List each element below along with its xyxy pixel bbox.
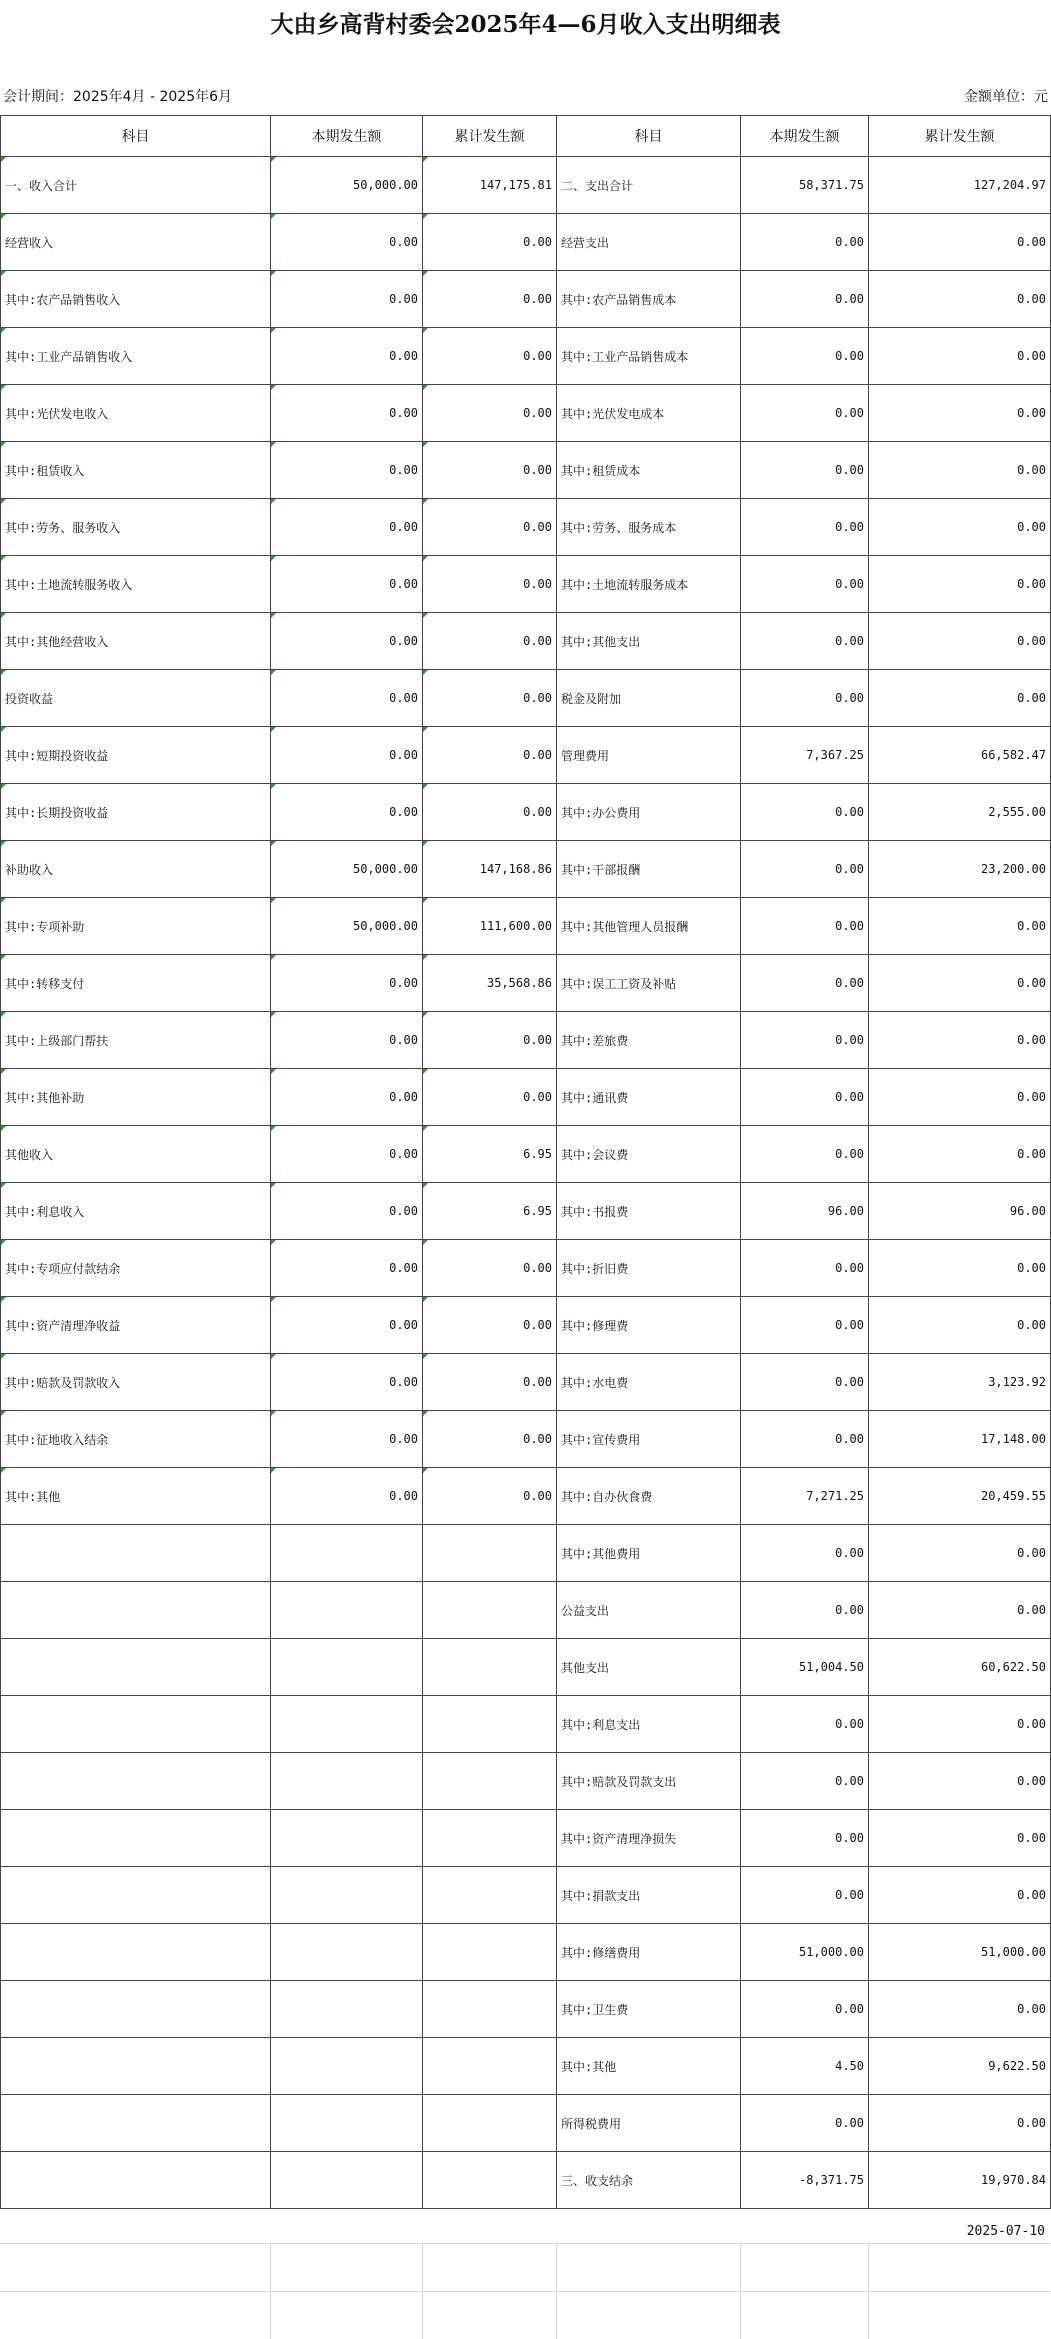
right-subject-cell: 其中:差旅费 [557, 1012, 741, 1069]
right-current-amount: 0.00 [741, 1525, 869, 1582]
left-subject-cell: 其中:其他补助 [1, 1069, 271, 1126]
table-row [1, 1126, 1051, 1183]
right-current-amount: 0.00 [741, 2095, 869, 2152]
right-cumulative-amount: 3,123.92 [869, 1354, 1051, 1411]
right-current-amount: 0.00 [741, 1696, 869, 1753]
left-current-amount: 0.00 [271, 1069, 423, 1126]
left-subject-cell: 其中:劳务、服务收入 [1, 499, 271, 556]
right-current-amount: -8,371.75 [741, 2152, 869, 2209]
right-cumulative-amount: 0.00 [869, 1753, 1051, 1810]
right-subject-cell: 所得税费用 [557, 2095, 741, 2152]
right-cumulative-amount: 0.00 [869, 613, 1051, 670]
left-current-amount: 0.00 [271, 1183, 423, 1240]
right-cumulative-amount: 0.00 [869, 1981, 1051, 2038]
left-subject-cell: 其中:其他 [1, 1468, 271, 1525]
right-subject-cell: 其中:干部报酬 [557, 841, 741, 898]
table-row [1, 1753, 1051, 1810]
left-cumulative-amount: 0.00 [423, 1012, 557, 1069]
header-current-left: 本期发生额 [271, 116, 423, 157]
right-cumulative-amount: 0.00 [869, 1582, 1051, 1639]
left-current-amount: 0.00 [271, 1126, 423, 1183]
right-current-amount: 0.00 [741, 1126, 869, 1183]
right-cumulative-amount: 0.00 [869, 328, 1051, 385]
left-subject-cell: 经营收入 [1, 214, 271, 271]
right-current-amount: 0.00 [741, 271, 869, 328]
left-cumulative-amount: 0.00 [423, 670, 557, 727]
left-current-amount: 0.00 [271, 499, 423, 556]
header-cumulative-left: 累计发生额 [423, 116, 557, 157]
left-subject-cell [1, 1639, 271, 1696]
right-current-amount: 0.00 [741, 214, 869, 271]
right-cumulative-amount: 0.00 [869, 385, 1051, 442]
right-current-amount: 0.00 [741, 1354, 869, 1411]
left-subject-cell [1, 1867, 271, 1924]
left-subject-cell: 其中:土地流转服务收入 [1, 556, 271, 613]
right-subject-cell: 其中:资产清理净损失 [557, 1810, 741, 1867]
right-current-amount: 0.00 [741, 1012, 869, 1069]
right-subject-cell: 其中:书报费 [557, 1183, 741, 1240]
left-current-amount: 0.00 [271, 385, 423, 442]
right-current-amount: 0.00 [741, 1297, 869, 1354]
right-current-amount: 58,371.75 [741, 157, 869, 214]
left-cumulative-amount: 111,600.00 [423, 898, 557, 955]
left-cumulative-amount: 0.00 [423, 442, 557, 499]
left-subject-cell [1, 1696, 271, 1753]
left-subject-cell: 其中:农产品销售收入 [1, 271, 271, 328]
right-subject-cell: 其中:其他管理人员报酬 [557, 898, 741, 955]
right-subject-cell: 其中:土地流转服务成本 [557, 556, 741, 613]
right-cumulative-amount: 0.00 [869, 1240, 1051, 1297]
table-row [1, 1354, 1051, 1411]
left-cumulative-amount [423, 1867, 557, 1924]
table-row [1, 2152, 1051, 2209]
right-current-amount: 0.00 [741, 841, 869, 898]
right-subject-cell: 其中:租赁成本 [557, 442, 741, 499]
right-cumulative-amount: 17,148.00 [869, 1411, 1051, 1468]
accounting-period: 会计期间：2025年4月 - 2025年6月 [3, 89, 233, 105]
right-subject-cell: 其中:通讯费 [557, 1069, 741, 1126]
left-subject-cell [1, 2038, 271, 2095]
left-subject-cell [1, 1753, 271, 1810]
right-subject-cell: 其中:其他费用 [557, 1525, 741, 1582]
right-subject-cell: 其中:自办伙食费 [557, 1468, 741, 1525]
left-current-amount [271, 1696, 423, 1753]
right-subject-cell: 其中:宣传费用 [557, 1411, 741, 1468]
left-current-amount: 0.00 [271, 1354, 423, 1411]
table-row [1, 271, 1051, 328]
left-subject-cell [1, 1582, 271, 1639]
left-subject-cell: 补助收入 [1, 841, 271, 898]
right-current-amount: 0.00 [741, 898, 869, 955]
right-cumulative-amount: 0.00 [869, 955, 1051, 1012]
page-title: 大由乡高背村委会2025年4—6月收入支出明细表 [270, 11, 781, 38]
left-cumulative-amount [423, 1981, 557, 2038]
header-subject-right: 科目 [557, 116, 741, 157]
left-subject-cell [1, 1981, 271, 2038]
left-cumulative-amount: 6.95 [423, 1183, 557, 1240]
left-current-amount: 0.00 [271, 214, 423, 271]
left-current-amount [271, 2038, 423, 2095]
table-body [1, 157, 1051, 2209]
right-current-amount: 0.00 [741, 328, 869, 385]
left-subject-cell: 其中:资产清理净收益 [1, 1297, 271, 1354]
right-subject-cell: 税金及附加 [557, 670, 741, 727]
table-row [1, 328, 1051, 385]
right-cumulative-amount: 0.00 [869, 556, 1051, 613]
right-cumulative-amount: 0.00 [869, 1012, 1051, 1069]
right-current-amount: 0.00 [741, 1069, 869, 1126]
left-current-amount: 0.00 [271, 784, 423, 841]
table-row [1, 727, 1051, 784]
table-row [1, 1069, 1051, 1126]
right-subject-cell: 其中:其他支出 [557, 613, 741, 670]
left-cumulative-amount [423, 1525, 557, 1582]
left-subject-cell: 其中:赔款及罚款收入 [1, 1354, 271, 1411]
right-cumulative-amount: 60,622.50 [869, 1639, 1051, 1696]
left-current-amount: 50,000.00 [271, 898, 423, 955]
left-subject-cell: 投资收益 [1, 670, 271, 727]
table-row [1, 442, 1051, 499]
left-cumulative-amount: 35,568.86 [423, 955, 557, 1012]
left-current-amount [271, 2152, 423, 2209]
left-cumulative-amount: 0.00 [423, 613, 557, 670]
right-current-amount: 0.00 [741, 1810, 869, 1867]
left-cumulative-amount [423, 2038, 557, 2095]
left-cumulative-amount: 0.00 [423, 1354, 557, 1411]
income-expense-table [0, 115, 1051, 2209]
right-cumulative-amount: 51,000.00 [869, 1924, 1051, 1981]
right-current-amount: 0.00 [741, 1240, 869, 1297]
left-subject-cell: 其中:光伏发电收入 [1, 385, 271, 442]
right-subject-cell: 其中:捐款支出 [557, 1867, 741, 1924]
right-subject-cell: 其中:修理费 [557, 1297, 741, 1354]
right-subject-cell: 其中:光伏发电成本 [557, 385, 741, 442]
left-current-amount: 0.00 [271, 1012, 423, 1069]
left-cumulative-amount: 6.95 [423, 1126, 557, 1183]
right-cumulative-amount: 0.00 [869, 442, 1051, 499]
right-subject-cell: 其中:折旧费 [557, 1240, 741, 1297]
left-cumulative-amount: 0.00 [423, 1411, 557, 1468]
table-row [1, 499, 1051, 556]
left-cumulative-amount: 0.00 [423, 328, 557, 385]
left-subject-cell: 其中:上级部门帮扶 [1, 1012, 271, 1069]
left-current-amount: 0.00 [271, 955, 423, 1012]
right-subject-cell: 其中:办公费用 [557, 784, 741, 841]
table-row [1, 556, 1051, 613]
right-subject-cell: 公益支出 [557, 1582, 741, 1639]
right-cumulative-amount: 0.00 [869, 898, 1051, 955]
table-row [1, 1867, 1051, 1924]
right-cumulative-amount: 23,200.00 [869, 841, 1051, 898]
right-cumulative-amount: 0.00 [869, 1297, 1051, 1354]
right-cumulative-amount: 0.00 [869, 499, 1051, 556]
right-current-amount: 4.50 [741, 2038, 869, 2095]
right-subject-cell: 其中:会议费 [557, 1126, 741, 1183]
table-row [1, 2095, 1051, 2152]
right-subject-cell: 其中:劳务、服务成本 [557, 499, 741, 556]
right-subject-cell: 二、支出合计 [557, 157, 741, 214]
left-subject-cell [1, 2152, 271, 2209]
left-current-amount: 0.00 [271, 442, 423, 499]
left-current-amount: 0.00 [271, 1411, 423, 1468]
right-subject-cell: 三、收支结余 [557, 2152, 741, 2209]
left-current-amount [271, 1867, 423, 1924]
left-subject-cell: 其中:其他经营收入 [1, 613, 271, 670]
left-subject-cell: 其中:专项应付款结余 [1, 1240, 271, 1297]
right-current-amount: 0.00 [741, 442, 869, 499]
right-cumulative-amount: 0.00 [869, 214, 1051, 271]
right-cumulative-amount: 20,459.55 [869, 1468, 1051, 1525]
right-current-amount: 0.00 [741, 613, 869, 670]
right-cumulative-amount: 0.00 [869, 1525, 1051, 1582]
left-cumulative-amount: 0.00 [423, 784, 557, 841]
right-subject-cell: 其中:农产品销售成本 [557, 271, 741, 328]
right-current-amount: 0.00 [741, 955, 869, 1012]
right-subject-cell: 其中:利息支出 [557, 1696, 741, 1753]
right-current-amount: 0.00 [741, 784, 869, 841]
left-current-amount [271, 1582, 423, 1639]
left-cumulative-amount: 0.00 [423, 385, 557, 442]
left-current-amount [271, 1981, 423, 2038]
table-row [1, 1468, 1051, 1525]
left-subject-cell: 其中:转移支付 [1, 955, 271, 1012]
right-cumulative-amount: 9,622.50 [869, 2038, 1051, 2095]
left-cumulative-amount [423, 1582, 557, 1639]
left-subject-cell [1, 1810, 271, 1867]
right-cumulative-amount: 0.00 [869, 1126, 1051, 1183]
table-row [1, 841, 1051, 898]
left-cumulative-amount: 147,168.86 [423, 841, 557, 898]
left-subject-cell: 一、收入合计 [1, 157, 271, 214]
right-current-amount: 0.00 [741, 1411, 869, 1468]
left-cumulative-amount: 0.00 [423, 556, 557, 613]
left-current-amount: 0.00 [271, 1297, 423, 1354]
left-current-amount: 0.00 [271, 271, 423, 328]
right-current-amount: 51,000.00 [741, 1924, 869, 1981]
right-cumulative-amount: 0.00 [869, 1696, 1051, 1753]
table-row [1, 784, 1051, 841]
left-current-amount: 0.00 [271, 670, 423, 727]
table-row [1, 613, 1051, 670]
left-cumulative-amount [423, 1753, 557, 1810]
left-current-amount: 50,000.00 [271, 157, 423, 214]
left-current-amount: 0.00 [271, 613, 423, 670]
right-cumulative-amount: 19,970.84 [869, 2152, 1051, 2209]
right-subject-cell: 其中:卫生费 [557, 1981, 741, 2038]
left-subject-cell: 其中:长期投资收益 [1, 784, 271, 841]
right-current-amount: 0.00 [741, 1582, 869, 1639]
left-cumulative-amount [423, 1924, 557, 1981]
left-current-amount: 0.00 [271, 1240, 423, 1297]
right-subject-cell: 其中:修缮费用 [557, 1924, 741, 1981]
table-row [1, 2038, 1051, 2095]
right-cumulative-amount: 2,555.00 [869, 784, 1051, 841]
right-cumulative-amount: 0.00 [869, 1867, 1051, 1924]
table-row [1, 1639, 1051, 1696]
table-row [1, 670, 1051, 727]
left-cumulative-amount: 0.00 [423, 271, 557, 328]
left-subject-cell: 其中:租赁收入 [1, 442, 271, 499]
left-cumulative-amount [423, 1639, 557, 1696]
right-current-amount: 0.00 [741, 670, 869, 727]
right-cumulative-amount: 0.00 [869, 1810, 1051, 1867]
table-row [1, 1525, 1051, 1582]
right-cumulative-amount: 96.00 [869, 1183, 1051, 1240]
table-row [1, 1183, 1051, 1240]
right-current-amount: 0.00 [741, 1867, 869, 1924]
left-cumulative-amount: 0.00 [423, 1297, 557, 1354]
right-current-amount: 51,004.50 [741, 1639, 869, 1696]
right-subject-cell: 经营支出 [557, 214, 741, 271]
left-subject-cell: 其中:利息收入 [1, 1183, 271, 1240]
right-current-amount: 0.00 [741, 499, 869, 556]
right-current-amount: 7,367.25 [741, 727, 869, 784]
blank-grid-area [0, 2243, 1050, 2339]
right-cumulative-amount: 0.00 [869, 2095, 1051, 2152]
header-current-right: 本期发生额 [741, 116, 869, 157]
table-header-row [1, 116, 1051, 157]
amount-unit: 金额单位：元 [964, 89, 1048, 105]
right-subject-cell: 其他支出 [557, 1639, 741, 1696]
right-current-amount: 0.00 [741, 556, 869, 613]
left-cumulative-amount: 0.00 [423, 1069, 557, 1126]
left-cumulative-amount [423, 1696, 557, 1753]
left-subject-cell: 其中:工业产品销售收入 [1, 328, 271, 385]
left-subject-cell: 其中:专项补助 [1, 898, 271, 955]
left-cumulative-amount [423, 2095, 557, 2152]
table-row [1, 1411, 1051, 1468]
right-subject-cell: 其中:误工工资及补贴 [557, 955, 741, 1012]
right-current-amount: 7,271.25 [741, 1468, 869, 1525]
left-current-amount: 50,000.00 [271, 841, 423, 898]
table-row [1, 898, 1051, 955]
header-cumulative-right: 累计发生额 [869, 116, 1051, 157]
right-current-amount: 0.00 [741, 1981, 869, 2038]
right-cumulative-amount: 0.00 [869, 670, 1051, 727]
left-current-amount [271, 2095, 423, 2152]
table-row [1, 1981, 1051, 2038]
right-subject-cell: 其中:其他 [557, 2038, 741, 2095]
table-row [1, 1696, 1051, 1753]
left-cumulative-amount [423, 1810, 557, 1867]
left-subject-cell: 其中:短期投资收益 [1, 727, 271, 784]
right-cumulative-amount: 66,582.47 [869, 727, 1051, 784]
right-current-amount: 96.00 [741, 1183, 869, 1240]
table-row [1, 1810, 1051, 1867]
left-cumulative-amount: 0.00 [423, 214, 557, 271]
left-cumulative-amount [423, 2152, 557, 2209]
right-subject-cell: 其中:工业产品销售成本 [557, 328, 741, 385]
table-row [1, 157, 1051, 214]
table-row [1, 1924, 1051, 1981]
right-subject-cell: 其中:水电费 [557, 1354, 741, 1411]
left-current-amount: 0.00 [271, 328, 423, 385]
table-row [1, 1582, 1051, 1639]
header-subject-left: 科目 [1, 116, 271, 157]
right-current-amount: 0.00 [741, 1753, 869, 1810]
left-current-amount: 0.00 [271, 556, 423, 613]
report-date: 2025-07-10 [966, 2224, 1045, 2239]
left-cumulative-amount: 147,175.81 [423, 157, 557, 214]
table-row [1, 1297, 1051, 1354]
table-row [1, 1012, 1051, 1069]
left-subject-cell [1, 2095, 271, 2152]
right-current-amount: 0.00 [741, 385, 869, 442]
left-current-amount [271, 1525, 423, 1582]
left-cumulative-amount: 0.00 [423, 1240, 557, 1297]
right-cumulative-amount: 127,204.97 [869, 157, 1051, 214]
right-subject-cell: 管理费用 [557, 727, 741, 784]
left-subject-cell [1, 1924, 271, 1981]
left-current-amount: 0.00 [271, 1468, 423, 1525]
left-subject-cell [1, 1525, 271, 1582]
left-current-amount [271, 1753, 423, 1810]
table-row [1, 385, 1051, 442]
table-row [1, 955, 1051, 1012]
table-row [1, 214, 1051, 271]
left-current-amount [271, 1639, 423, 1696]
right-subject-cell: 其中:赔款及罚款支出 [557, 1753, 741, 1810]
left-subject-cell: 其中:征地收入结余 [1, 1411, 271, 1468]
left-cumulative-amount: 0.00 [423, 1468, 557, 1525]
left-current-amount [271, 1924, 423, 1981]
right-cumulative-amount: 0.00 [869, 271, 1051, 328]
right-cumulative-amount: 0.00 [869, 1069, 1051, 1126]
table-row [1, 1240, 1051, 1297]
left-subject-cell: 其他收入 [1, 1126, 271, 1183]
left-current-amount [271, 1810, 423, 1867]
left-cumulative-amount: 0.00 [423, 727, 557, 784]
left-cumulative-amount: 0.00 [423, 499, 557, 556]
left-current-amount: 0.00 [271, 727, 423, 784]
